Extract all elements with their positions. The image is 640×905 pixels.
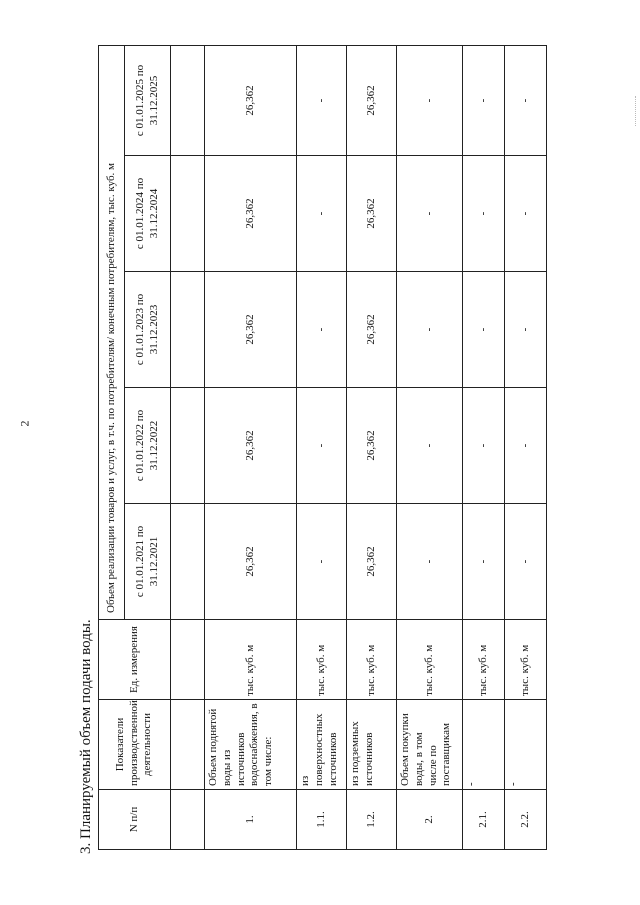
header-unit: Ед. измерения: [99, 620, 171, 700]
column-number: [171, 272, 205, 388]
row-value: -: [397, 272, 463, 388]
column-number: [171, 790, 205, 850]
header-period: с 01.01.2023 по 31.12.2023: [125, 272, 171, 388]
row-unit: тыс. куб. м: [463, 620, 505, 700]
row-value: 26,362: [205, 156, 297, 272]
row-value: -: [505, 156, 547, 272]
row-value: -: [463, 156, 505, 272]
scan-artifact: [635, 96, 638, 126]
rotated-content: [78, 42, 556, 854]
row-unit: тыс. куб. м: [397, 620, 463, 700]
row-value: 26,362: [347, 45, 397, 155]
row-np: 2.2.: [505, 790, 547, 850]
column-number: [171, 620, 205, 700]
row-value: 26,362: [205, 45, 297, 155]
row-indicator: -: [505, 700, 547, 790]
row-value: -: [397, 45, 463, 155]
table-row: [297, 45, 347, 849]
page-number: 2: [17, 420, 32, 427]
row-value: -: [505, 45, 547, 155]
row-unit: тыс. куб. м: [297, 620, 347, 700]
row-np: 2.1.: [463, 790, 505, 850]
column-number: [171, 388, 205, 504]
row-value: -: [397, 504, 463, 620]
header-period: с 01.01.2024 по 31.12.2024: [125, 156, 171, 272]
row-value: -: [463, 388, 505, 504]
water-supply-table: [98, 45, 547, 850]
row-unit: тыс. куб. м: [347, 620, 397, 700]
row-value: -: [463, 45, 505, 155]
row-unit: тыс. куб. м: [205, 620, 297, 700]
row-value: 26,362: [347, 504, 397, 620]
row-value: 26,362: [205, 388, 297, 504]
row-value: -: [505, 272, 547, 388]
row-np: 2.: [397, 790, 463, 850]
row-value: -: [463, 504, 505, 620]
row-indicator: из поверхностных источников: [297, 700, 347, 790]
header-np: N п/п: [99, 790, 171, 850]
header-volume-group: Объем реализации товаров и услуг, в т.ч. по потребителям/ конечным потребителям, тыс. куб. м: [99, 45, 125, 619]
row-indicator: из подземных источников: [347, 700, 397, 790]
section-title: 3. Планируемый объем подачи воды.: [78, 619, 94, 854]
table-row: [205, 45, 297, 849]
row-value: 26,362: [347, 272, 397, 388]
row-value: -: [297, 156, 347, 272]
row-value: 26,362: [205, 272, 297, 388]
column-number: [171, 700, 205, 790]
column-number: [171, 156, 205, 272]
row-np: 1.1.: [297, 790, 347, 850]
table-row: [397, 45, 463, 849]
row-indicator: Объем поднятой воды из источников водоснабжения, в том числе:: [205, 700, 297, 790]
row-value: -: [297, 45, 347, 155]
row-value: -: [397, 156, 463, 272]
row-value: -: [297, 504, 347, 620]
header-period: с 01.01.2021 по 31.12.2021: [125, 504, 171, 620]
row-value: -: [505, 388, 547, 504]
row-value: 26,362: [347, 388, 397, 504]
row-value: 26,362: [347, 156, 397, 272]
column-number: [171, 504, 205, 620]
row-value: 26,362: [205, 504, 297, 620]
row-value: -: [505, 504, 547, 620]
row-unit: тыс. куб. м: [505, 620, 547, 700]
row-value: -: [297, 272, 347, 388]
row-indicator: -: [463, 700, 505, 790]
row-value: -: [463, 272, 505, 388]
table-row: [505, 45, 547, 849]
table-frame: [78, 42, 556, 854]
header-period: с 01.01.2022 по 31.12.2022: [125, 388, 171, 504]
row-np: 1.: [205, 790, 297, 850]
row-value: -: [397, 388, 463, 504]
column-number: [171, 45, 205, 155]
header-period: с 01.01.2025 по 31.12.2025: [125, 45, 171, 155]
header-indicator: Показатели производственной деятельности: [99, 700, 171, 790]
table-row: [347, 45, 397, 849]
row-np: 1.2.: [347, 790, 397, 850]
row-value: -: [297, 388, 347, 504]
row-indicator: Объем покупки воды, в том числе по поставщикам: [397, 700, 463, 790]
table-row: [463, 45, 505, 849]
